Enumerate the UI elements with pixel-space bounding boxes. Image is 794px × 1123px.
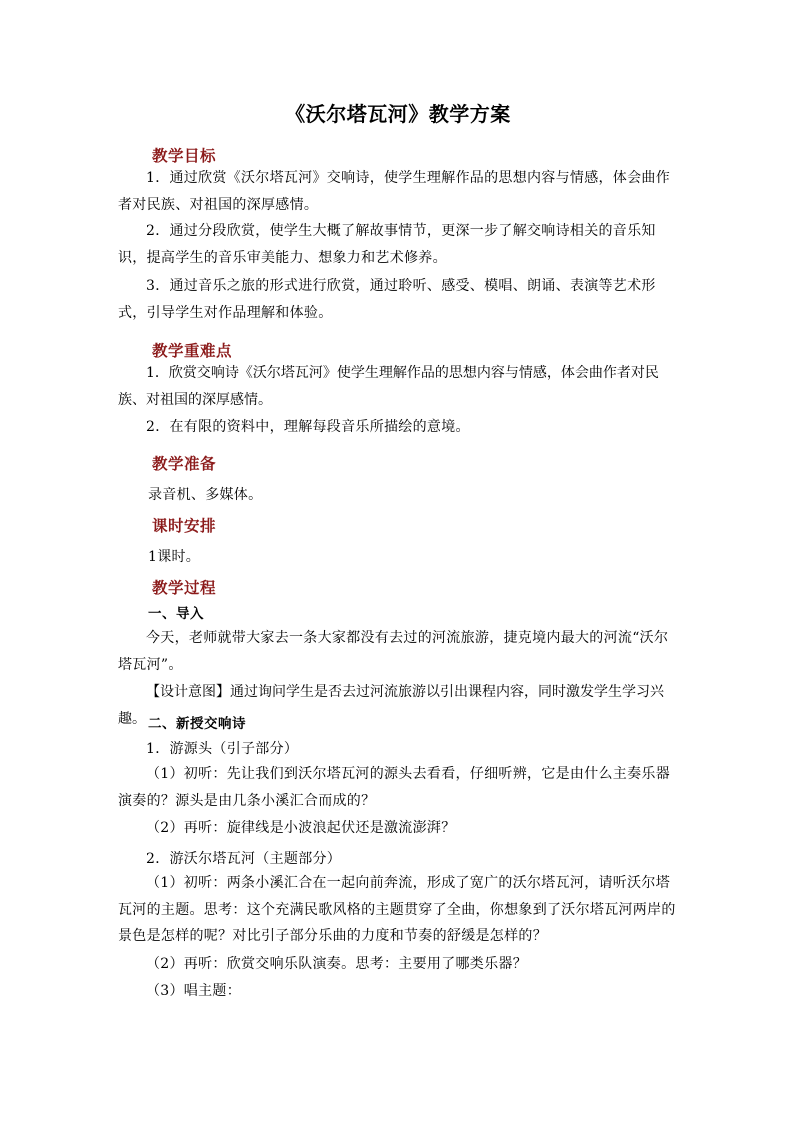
- section-heading-goals: 教学目标: [152, 146, 217, 165]
- document-title: 《沃尔塔瓦河》教学方案: [285, 102, 511, 126]
- section-heading-process: 教学过程: [152, 578, 217, 597]
- keypoint-paragraph: 1．欣赏交响诗《沃尔塔瓦河》使学生理解作品的思想内容与情感，体会曲作者对民族、对祖国的深厚感情。: [118, 365, 659, 408]
- section-heading-keypoints: 教学重难点: [152, 341, 233, 360]
- step-title: 2．游沃尔塔瓦河（主题部分）: [146, 851, 342, 867]
- step-question: （3）唱主题：: [146, 983, 242, 999]
- step-question: （1）初听：两条小溪汇合在一起向前奔流，形成了宽广的沃尔塔瓦河，请听沃尔塔瓦河的主题。思考：这个充满民歌风格的主题贯穿了全曲，你想象到了沃尔塔瓦河两岸的景色是怎样的呢？对比引子部分乐曲的力度和节奏的舒缓是怎样的？: [118, 875, 676, 944]
- design-intent-paragraph: 【设计意图】通过询问学生是否去过河流旅游以引出课程内容，同时激发学生学习兴趣。: [118, 684, 664, 727]
- section-heading-prep: 教学准备: [152, 454, 217, 473]
- step-question: （2）再听：旋律线是小波浪起伏还是激流澎湃？: [146, 820, 456, 836]
- schedule-text: 1课时。: [148, 549, 201, 565]
- process-part2-heading: 二、新授交响诗: [148, 716, 246, 732]
- goal-paragraph: 2．通过分段欣赏，使学生大概了解故事情节，更深一步了解交响诗相关的音乐知识，提高学生的音乐审美能力、想象力和艺术修养。: [118, 223, 656, 266]
- keypoint-paragraph: 2．在有限的资料中，理解每段音乐所描绘的意境。: [146, 419, 470, 435]
- step-question: （2）再听：欣赏交响乐队演奏。思考：主要用了哪类乐器？: [146, 956, 528, 972]
- process-paragraph: 今天，老师就带大家去一条大家都没有去过的河流旅游，捷克境内最大的河流“沃尔塔瓦河”。: [118, 630, 669, 673]
- step-question: （1）初听：先让我们到沃尔塔瓦河的源头去看看，仔细听辨，它是由什么主奏乐器演奏的？源头是由几条小溪汇合而成的？: [118, 766, 671, 809]
- section-heading-schedule: 课时安排: [152, 516, 217, 535]
- goal-paragraph: 3．通过音乐之旅的形式进行欣赏，通过聆听、感受、模唱、朗诵、表演等艺术形式，引导学生对作品理解和体验。: [118, 278, 656, 321]
- process-part1-heading: 一、导入: [148, 606, 204, 622]
- prep-text: 录音机、多媒体。: [148, 487, 263, 503]
- step-title: 1．游源头（引子部分）: [146, 741, 299, 757]
- goal-paragraph: 1．通过欣赏《沃尔塔瓦河》交响诗，使学生理解作品的思想内容与情感，体会曲作者对民族、对祖国的深厚感情。: [118, 170, 671, 213]
